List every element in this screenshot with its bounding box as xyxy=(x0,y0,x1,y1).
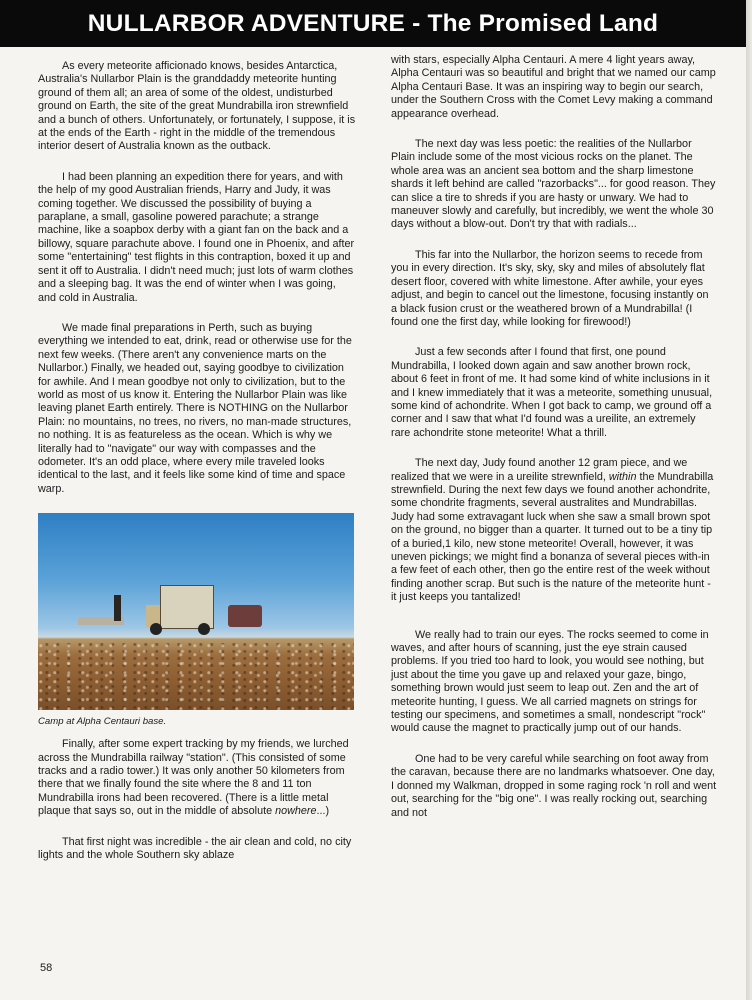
paragraph-text: Finally, after some expert tracking by my friends, we lurched across the Mundrabilla railway "station". (This consisted of some tracks and a radio tower.) It was only another 50 kilometers from there that we finally found the site where the 8 and 11 ton Mundrabilla irons had been recovered. (There is a little metal plaque that says so, out in the middle of absolute xyxy=(38,738,349,818)
paragraph-text: the Mundrabilla strewnfield. During the next few days we found another achondrite, some chondrite fragments, several australites and Mundrabillas. Judy had some extravagant luck when she saw a small brown spot on the ground, no bigger than a quarter. It turned out to be a tiny tip of a buried,1 kilo, new stone meteorite! Overall, however, it was uneven pickings; we might find a bonanza of several pieces with-in a few feet of each other, then go the entire rest of the week without finding another scrap. But such is the nature of the meteorite hunt - it just keeps you tantalized! xyxy=(391,470,714,604)
right-column xyxy=(391,54,717,837)
paragraph: I had been planning an expedition there for years, and with the help of my good Australian friends, Harry and Judy, it was coming together. We discussed the possibility of buying a paraplane, a small, gasoline powered parachute; a strange machine, like a soapbox derby with a giant fan on the back and a billowy, square parachute above. I found one in Phoenix, and after some "entertaining" test flights in this contraption, boxed it up and sent it off to Australia. I didn't need much; just lots of warm clothes and a sleeping bag. It was the end of winter when I was going, and cold in Australia. xyxy=(38,170,355,304)
page-edge xyxy=(746,0,752,1000)
paragraph-text: The next day, Judy found another 12 gram piece, and we realized that we were in a ureilite strewnfield, xyxy=(391,457,688,483)
article-title: NULLARBOR ADVENTURE - The Promised Land xyxy=(87,9,659,37)
vehicle-wheel xyxy=(150,623,162,635)
paragraph: with stars, especially Alpha Centauri. A mere 4 light years away, Alpha Centauri was so beautiful and bright that we named our camp Alpha Centauri Base. It was an inspiring way to begin our search, under the Southern Cross with the Comet Levy making a command appearance overhead. xyxy=(391,54,716,120)
paragraph-text: ...) xyxy=(316,805,330,818)
desert-ground xyxy=(38,643,354,710)
paragraph xyxy=(391,457,717,604)
paragraph: We made final preparations in Perth, such as buying everything we intended to eat, drink, read or otherwise use for the next few weeks. (There aren't any convenience marts on the Nullarbor.) Finally, we headed out, saying goodbye to civilization for awhile. And I mean goodbye not only to civilization, but to the world as most of us know it. Entering the Nullarbor Plain was like leaving planet Earth entirely. There is NOTHING on the Nullarbor Plain: no mountains, no trees, no rivers, no man-made structures, no nothing. It is as featureless as the ocean. Which is why we literally had to "navigate" our way with compasses and the odometer. It's an odd place, where every mile traveled looks identical to the last, and it feels like some kind of time and space warp. xyxy=(38,321,352,495)
paragraph: That first night was incredible - the air clean and cold, no city lights and the whole Southern sky ablaze xyxy=(38,835,352,862)
paragraph: The next day was less poetic: the realities of the Nullarbor Plain include some of the most vicious rocks on the planet. The whole area was an ancient sea bottom and the sharp limestone shards it left behind are called "razorbacks"... for good reason. They can slice a tire to shreds if you are hasty or unwary. We had to maneuver slowly and carefully, but incredibly, we went the whole 30 days without a blow-out. Don't try that with radials... xyxy=(391,138,716,231)
vehicle-wheel xyxy=(198,623,210,635)
camp-photo xyxy=(38,513,354,710)
paragraph: Just a few seconds after I found that first, one pound Mundrabilla, I looked down again and saw another brown rock, about 6 feet in front of me. It had some kind of white inclusions in it and I knew immediately that it was a meteorite, something unusual, some kind of achondrite. When I got back to camp, we ground off a corner and I saw that what I'd found was a ureilite, an extremely rare achondrite stone meteorite! What a thrill. xyxy=(391,346,713,439)
paragraph: One had to be very careful while searching on foot away from the caravan, because there are no landmarks whatsoever. One day, I donned my Walkman, dropped in some raging rock 'n roll and went out, searching for the "big one". I was really rocking out, searching and not xyxy=(391,752,717,819)
article-title-banner xyxy=(0,0,746,47)
paragraph: This far into the Nullarbor, the horizon seems to recede from you in every direction. It's sky, sky, sky and miles of absolutely flat desert floor, covered with white limestone. After awhile, your eyes adjust, and begin to cancel out the limestone, focusing instantly on a black fusion crust or the weathered brown of a Mundrabilla! (I found one the first day, while looking for firewood!) xyxy=(391,248,709,328)
person-figure xyxy=(114,595,121,621)
paragraph xyxy=(38,738,356,818)
emphasis-text: nowhere xyxy=(275,805,317,818)
paragraph: We really had to train our eyes. The rocks seemed to come in waves, and after hours of scanning, just the eye strain caused problems. If you tried too hard to look, you would see nothing, but just about the time you gave up and relaxed your gaze, bingo, something brown would just seem to leap out. Zen and the art of meteorite hunting, I guess. We all carried magnets on strings for testing our specimens, and sometimes a small, nondescript "rock" would cause the magnet to practically jump out of our hands. xyxy=(391,628,709,735)
camp-gear xyxy=(228,605,262,627)
paragraph: As every meteorite afficionado knows, besides Antarctica, Australia's Nullarbor Plain is the granddaddy meteorite hunting ground of them all; an area of some of the oldest, undisturbed ground on Earth, the site of the great Mundrabilla iron strewnfield and a bunch of others. Unfortunately, or fortunately, I suppose, it is at the ends of the Earth - right in the middle of the tremendous interior desert of Australia known as the outback. xyxy=(38,60,356,153)
emphasis-text: within xyxy=(608,470,637,483)
left-column xyxy=(38,60,356,879)
photo-caption: Camp at Alpha Centauri base. xyxy=(38,716,167,728)
page-number: 58 xyxy=(40,962,53,974)
